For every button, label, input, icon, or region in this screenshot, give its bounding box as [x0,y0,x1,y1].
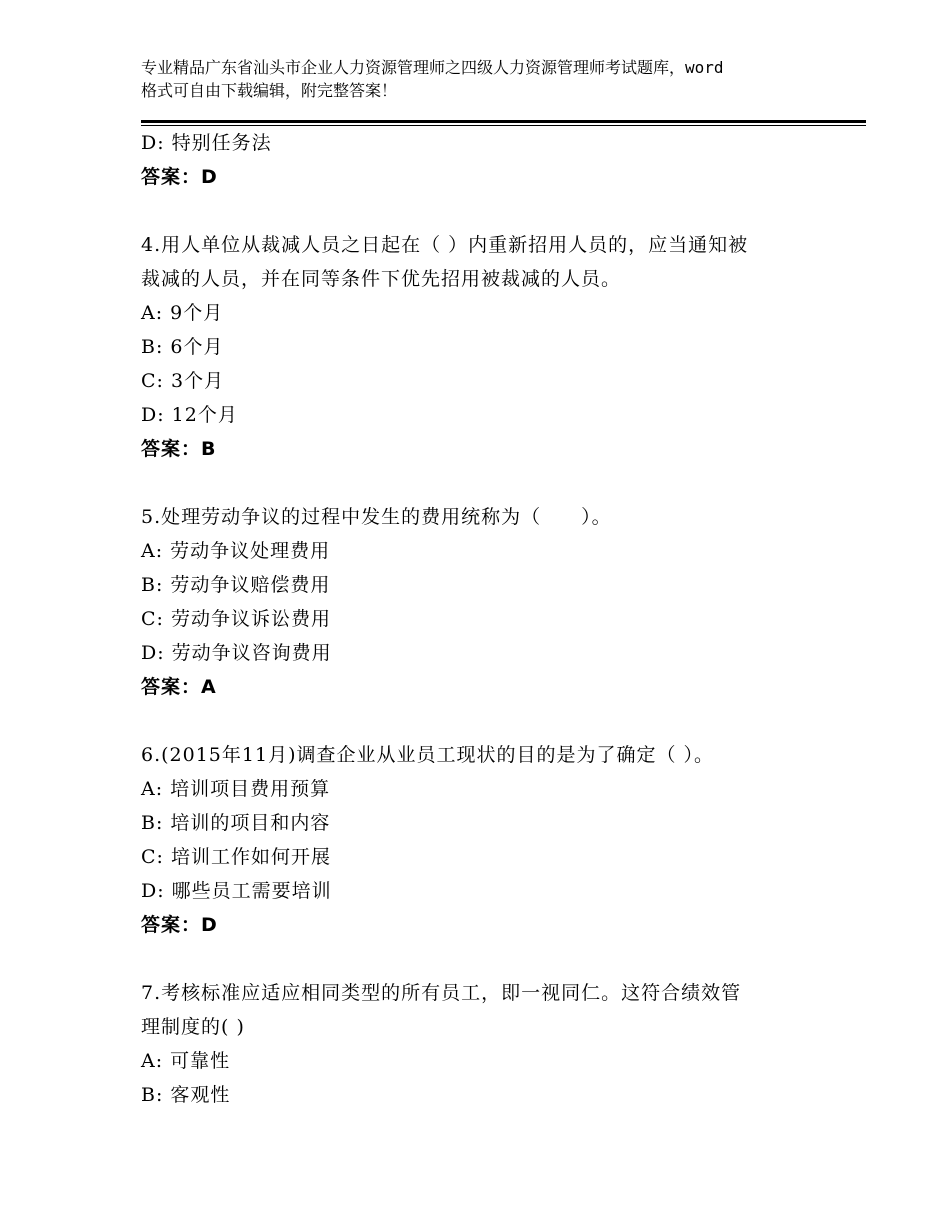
question-3-tail [141,126,861,194]
answer-label: 答案：D [141,914,218,936]
question-6 [141,738,861,942]
question-spacer [141,942,861,976]
question-spacer [141,194,861,228]
option-b: B: 劳动争议赔偿费用 [141,574,331,596]
question-spacer [141,704,861,738]
option-b: B: 6个月 [141,336,224,358]
question-stem-line-1: 7.考核标准应适应相同类型的所有员工，即一视同仁。这符合绩效管 [141,982,742,1004]
option-d: D: 哪些员工需要培训 [141,880,332,902]
question-stem-line-1: 6.(2015年11月)调查企业从业员工现状的目的是为了确定（ ）。 [141,744,715,766]
header-title-line-2: 格式可自由下载编辑，附完整答案！ [141,81,398,100]
answer-label: 答案：D [141,166,218,188]
option-b: B: 培训的项目和内容 [141,812,331,834]
question-stem-line-1: 4.用人单位从裁减人员之日起在（ ）内重新招用人员的，应当通知被 [141,234,749,256]
option-a: A: 可靠性 [141,1050,231,1072]
answer-label: 答案：B [141,438,217,460]
question-stem-line-1: 5.处理劳动争议的过程中发生的费用统称为（ ）。 [141,506,612,528]
option-a: A: 劳动争议处理费用 [141,540,331,562]
option-c: C: 劳动争议诉讼费用 [141,608,331,630]
document-header [141,56,841,102]
option-d: D: 12个月 [141,404,238,426]
question-content [141,126,861,1112]
option-d: D: 特别任务法 [141,132,272,154]
question-spacer [141,466,861,500]
header-title-line-1: 专业精品广东省汕头市企业人力资源管理师之四级人力资源管理师考试题库，word [141,58,724,77]
option-c: C: 培训工作如何开展 [141,846,331,868]
question-stem-line-2: 理制度的( ) [141,1016,245,1038]
question-5 [141,500,861,704]
header-divider-thick [141,120,866,123]
answer-label: 答案：A [141,676,217,698]
question-4 [141,228,861,466]
option-b: B: 客观性 [141,1084,231,1106]
option-a: A: 培训项目费用预算 [141,778,331,800]
question-7 [141,976,861,1112]
option-a: A: 9个月 [141,302,224,324]
question-stem-line-2: 裁减的人员，并在同等条件下优先招用被裁减的人员。 [141,268,622,290]
option-c: C: 3个月 [141,370,225,392]
option-d: D: 劳动争议咨询费用 [141,642,332,664]
